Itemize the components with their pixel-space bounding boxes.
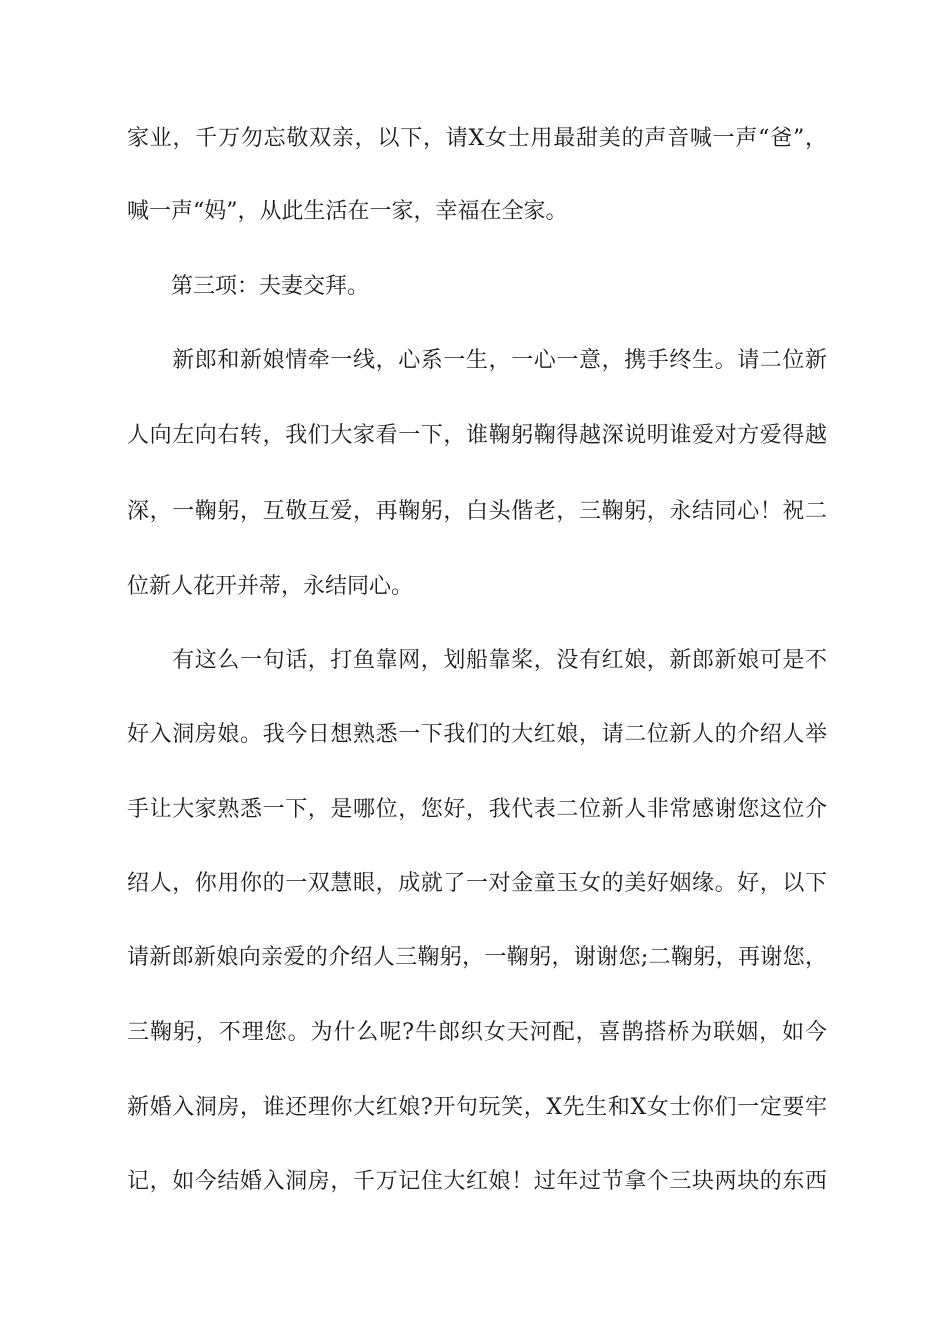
text-line: 请新郎新娘向亲爱的介绍人三鞠躬，一鞠躬，谢谢您;二鞠躬，再谢您， [127,945,827,970]
text-line: 位新人花开并蒂，永结同心。 [127,574,414,599]
text-line: 有这么一句话，打鱼靠网，划船靠桨，没有红娘，新郎新娘可是不 [127,648,827,673]
text-line: 深，一鞠躬，互敬互爱，再鞠躬，白头偕老，三鞠躬，永结同心！祝二 [127,499,827,524]
section-heading: 第三项：夫妻交拜。 [127,274,370,299]
text-line: 好入洞房娘。我今日想熟悉一下我们的大红娘，请二位新人的介绍人举 [127,722,827,747]
text-line: 人向左向右转，我们大家看一下，谁鞠躬鞠得越深说明谁爱对方爱得越 [127,423,827,448]
text-line: 绍人，你用你的一双慧眼，成就了一对金童玉女的美好姻缘。好，以下 [127,871,827,896]
text-line: 家业，千万勿忘敬双亲，以下，请X女士用最甜美的声音喊一声“爸”， [127,126,827,151]
text-line: 新郎和新娘情牵一线，心系一生，一心一意，携手终生。请二位新 [127,348,827,373]
text-line: 三鞠躬，不理您。为什么呢?牛郎织女天河配，喜鹊搭桥为联姻，如今 [127,1020,827,1045]
text-line: 记，如今结婚入洞房，千万记住大红娘！过年过节拿个三块两块的东西 [127,1169,827,1194]
text-line: 新婚入洞房，谁还理你大红娘?开句玩笑，X先生和X女士你们一定要牢 [127,1095,827,1120]
text-line: 手让大家熟悉一下，是哪位，您好，我代表二位新人非常感谢您这位介 [127,797,827,822]
text-line: 喊一声“妈”，从此生活在一家，幸福在全家。 [127,199,568,224]
